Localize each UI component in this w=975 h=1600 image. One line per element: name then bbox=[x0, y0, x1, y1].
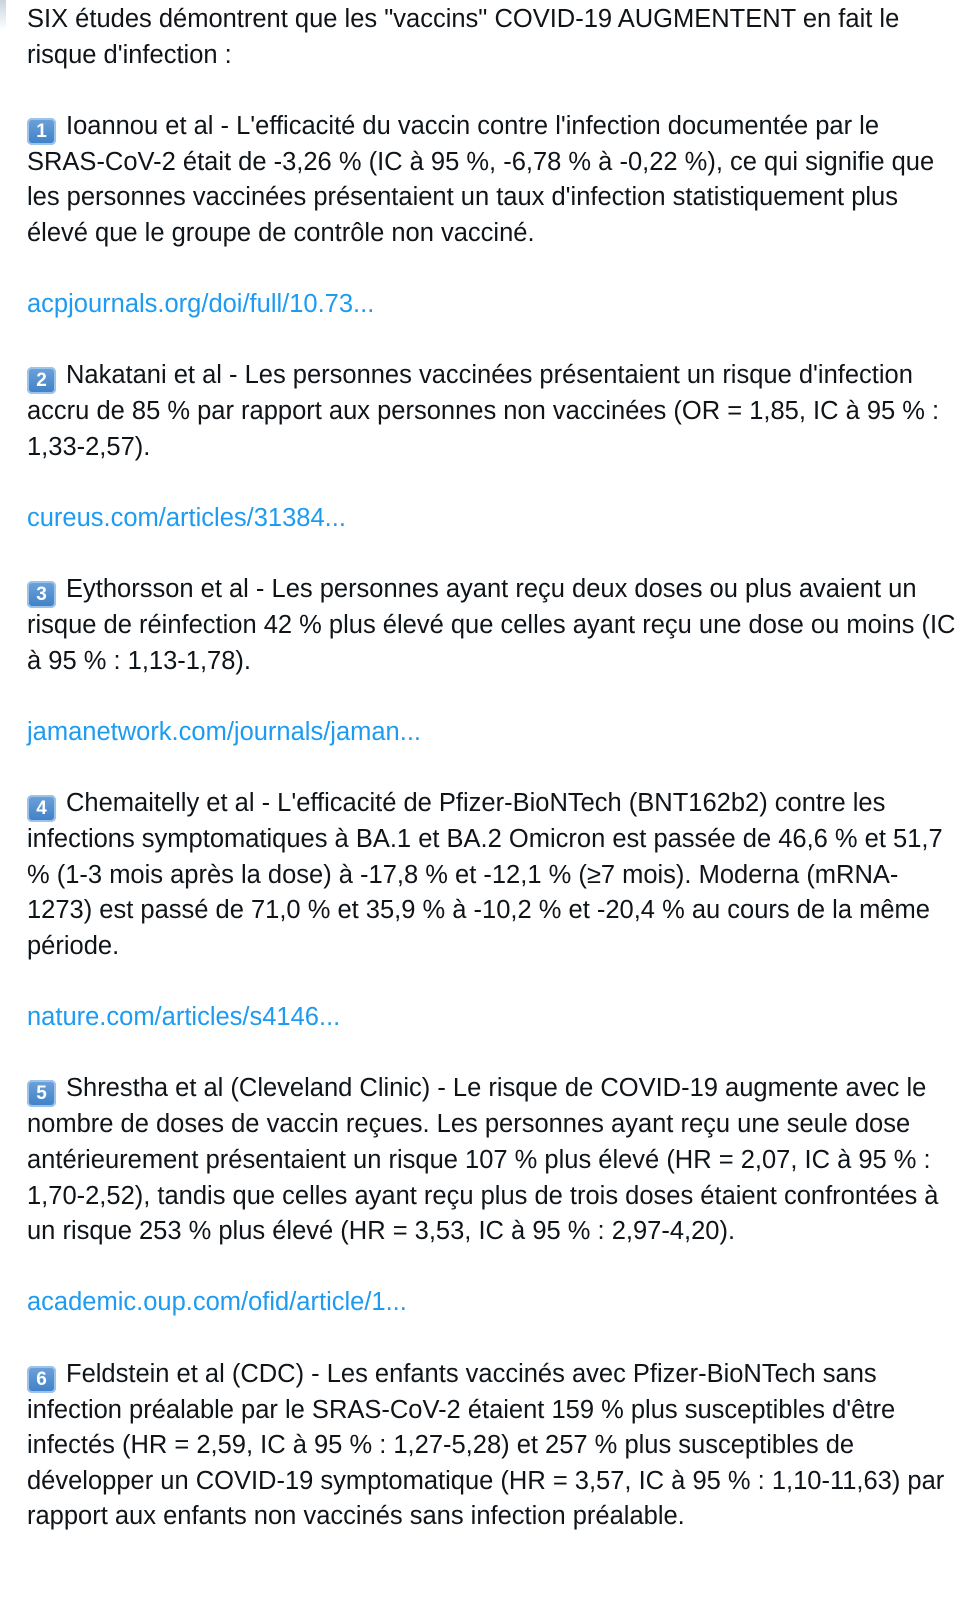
study-1-link-row bbox=[27, 287, 957, 323]
study-6-text: Feldstein et al (CDC) - Les enfants vaccinés avec Pfizer-BioNTech sans infection préalable par le SRAS-CoV-2 étaient 159 % plus susceptibles d'être infectés (HR = 2,59, IC à 95 % : 1,27-5,28) et 257 % plus susceptibles de développer un COVID-19 symptomatique (HR = 3,57, IC à 95 % : 1,10-11,63) par rapport aux enfants non vaccinés sans infection préalable. bbox=[27, 1359, 945, 1531]
study-3-link-row bbox=[27, 715, 957, 751]
study-1-text: Ioannou et al - L'efficacité du vaccin contre l'infection documentée par le SRAS-CoV-2 était de -3,26 % (IC à 95 %, -6,78 % à -0,22 %), ce qui signifie que les personnes vaccinées présentaient un taux d'infection statistiquement plus élevé que le groupe de contrôle non vacciné. bbox=[27, 111, 935, 247]
spacer bbox=[27, 537, 957, 573]
post-body bbox=[27, 2, 957, 1535]
study-5-link[interactable]: academic.oup.com/ofid/article/1... bbox=[27, 1288, 407, 1317]
keycap-2-icon: 2 bbox=[27, 367, 56, 394]
keycap-1-icon: 1 bbox=[27, 118, 56, 145]
spacer bbox=[27, 466, 957, 502]
study-5 bbox=[27, 1071, 957, 1249]
study-4 bbox=[27, 786, 957, 964]
spacer bbox=[27, 1036, 957, 1072]
keycap-3-icon: 3 bbox=[27, 581, 56, 608]
study-1 bbox=[27, 109, 957, 252]
spacer bbox=[27, 680, 957, 716]
study-2-link[interactable]: cureus.com/articles/31384... bbox=[27, 504, 346, 533]
study-2-text: Nakatani et al - Les personnes vaccinées présentaient un risque d'infection accru de 85 % par rapport aux personnes non vaccinées (OR = 1,85, IC à 95 % : 1,33-2,57). bbox=[27, 361, 940, 461]
spacer bbox=[27, 252, 957, 288]
study-6 bbox=[27, 1357, 957, 1535]
post-title: SIX études démontrent que les "vaccins" COVID-19 AUGMENTENT en fait le risque d'infection : bbox=[27, 5, 900, 69]
spacer bbox=[27, 1250, 957, 1286]
keycap-5-icon: 5 bbox=[27, 1080, 56, 1107]
spacer bbox=[27, 1321, 957, 1357]
spacer bbox=[27, 73, 957, 109]
spacer bbox=[27, 965, 957, 1001]
study-2 bbox=[27, 358, 957, 465]
study-3 bbox=[27, 572, 957, 679]
study-4-link-row bbox=[27, 1000, 957, 1036]
spacer bbox=[27, 751, 957, 787]
spacer bbox=[27, 323, 957, 359]
study-4-link[interactable]: nature.com/articles/s4146... bbox=[27, 1003, 341, 1032]
study-2-link-row bbox=[27, 501, 957, 537]
keycap-4-icon: 4 bbox=[27, 795, 56, 822]
study-5-text: Shrestha et al (Cleveland Clinic) - Le risque de COVID-19 augmente avec le nombre de doses de vaccin reçues. Les personnes ayant reçu une seule dose antérieurement présentaient un risque 107 % plus élevé (HR = 2,07, IC à 95 % : 1,70-2,52), tandis que celles ayant reçu plus de trois doses étaient confrontées à un risque 253 % plus élevé (HR = 3,53, IC à 95 % : 2,97-4,20). bbox=[27, 1074, 939, 1246]
avatar-edge bbox=[0, 0, 6, 30]
study-3-link[interactable]: jamanetwork.com/journals/jaman... bbox=[27, 718, 421, 747]
study-1-link[interactable]: acpjournals.org/doi/full/10.73... bbox=[27, 290, 375, 319]
study-3-text: Eythorsson et al - Les personnes ayant reçu deux doses ou plus avaient un risque de réinfection 42 % plus élevé que celles ayant reçu une dose ou moins (IC à 95 % : 1,13-1,78). bbox=[27, 575, 956, 675]
study-5-link-row bbox=[27, 1285, 957, 1321]
keycap-6-icon: 6 bbox=[27, 1366, 56, 1393]
study-4-text: Chemaitelly et al - L'efficacité de Pfizer-BioNTech (BNT162b2) contre les infections symptomatiques à BA.1 et BA.2 Omicron est passée de 46,6 % et 51,7 % (1-3 mois après la dose) à -17,8 % et -12,1 % (≥7 mois). Moderna (mRNA-1273) est passé de 71,0 % et 35,9 % à -10,2 % et -20,4 % au cours de la même période. bbox=[27, 789, 943, 961]
